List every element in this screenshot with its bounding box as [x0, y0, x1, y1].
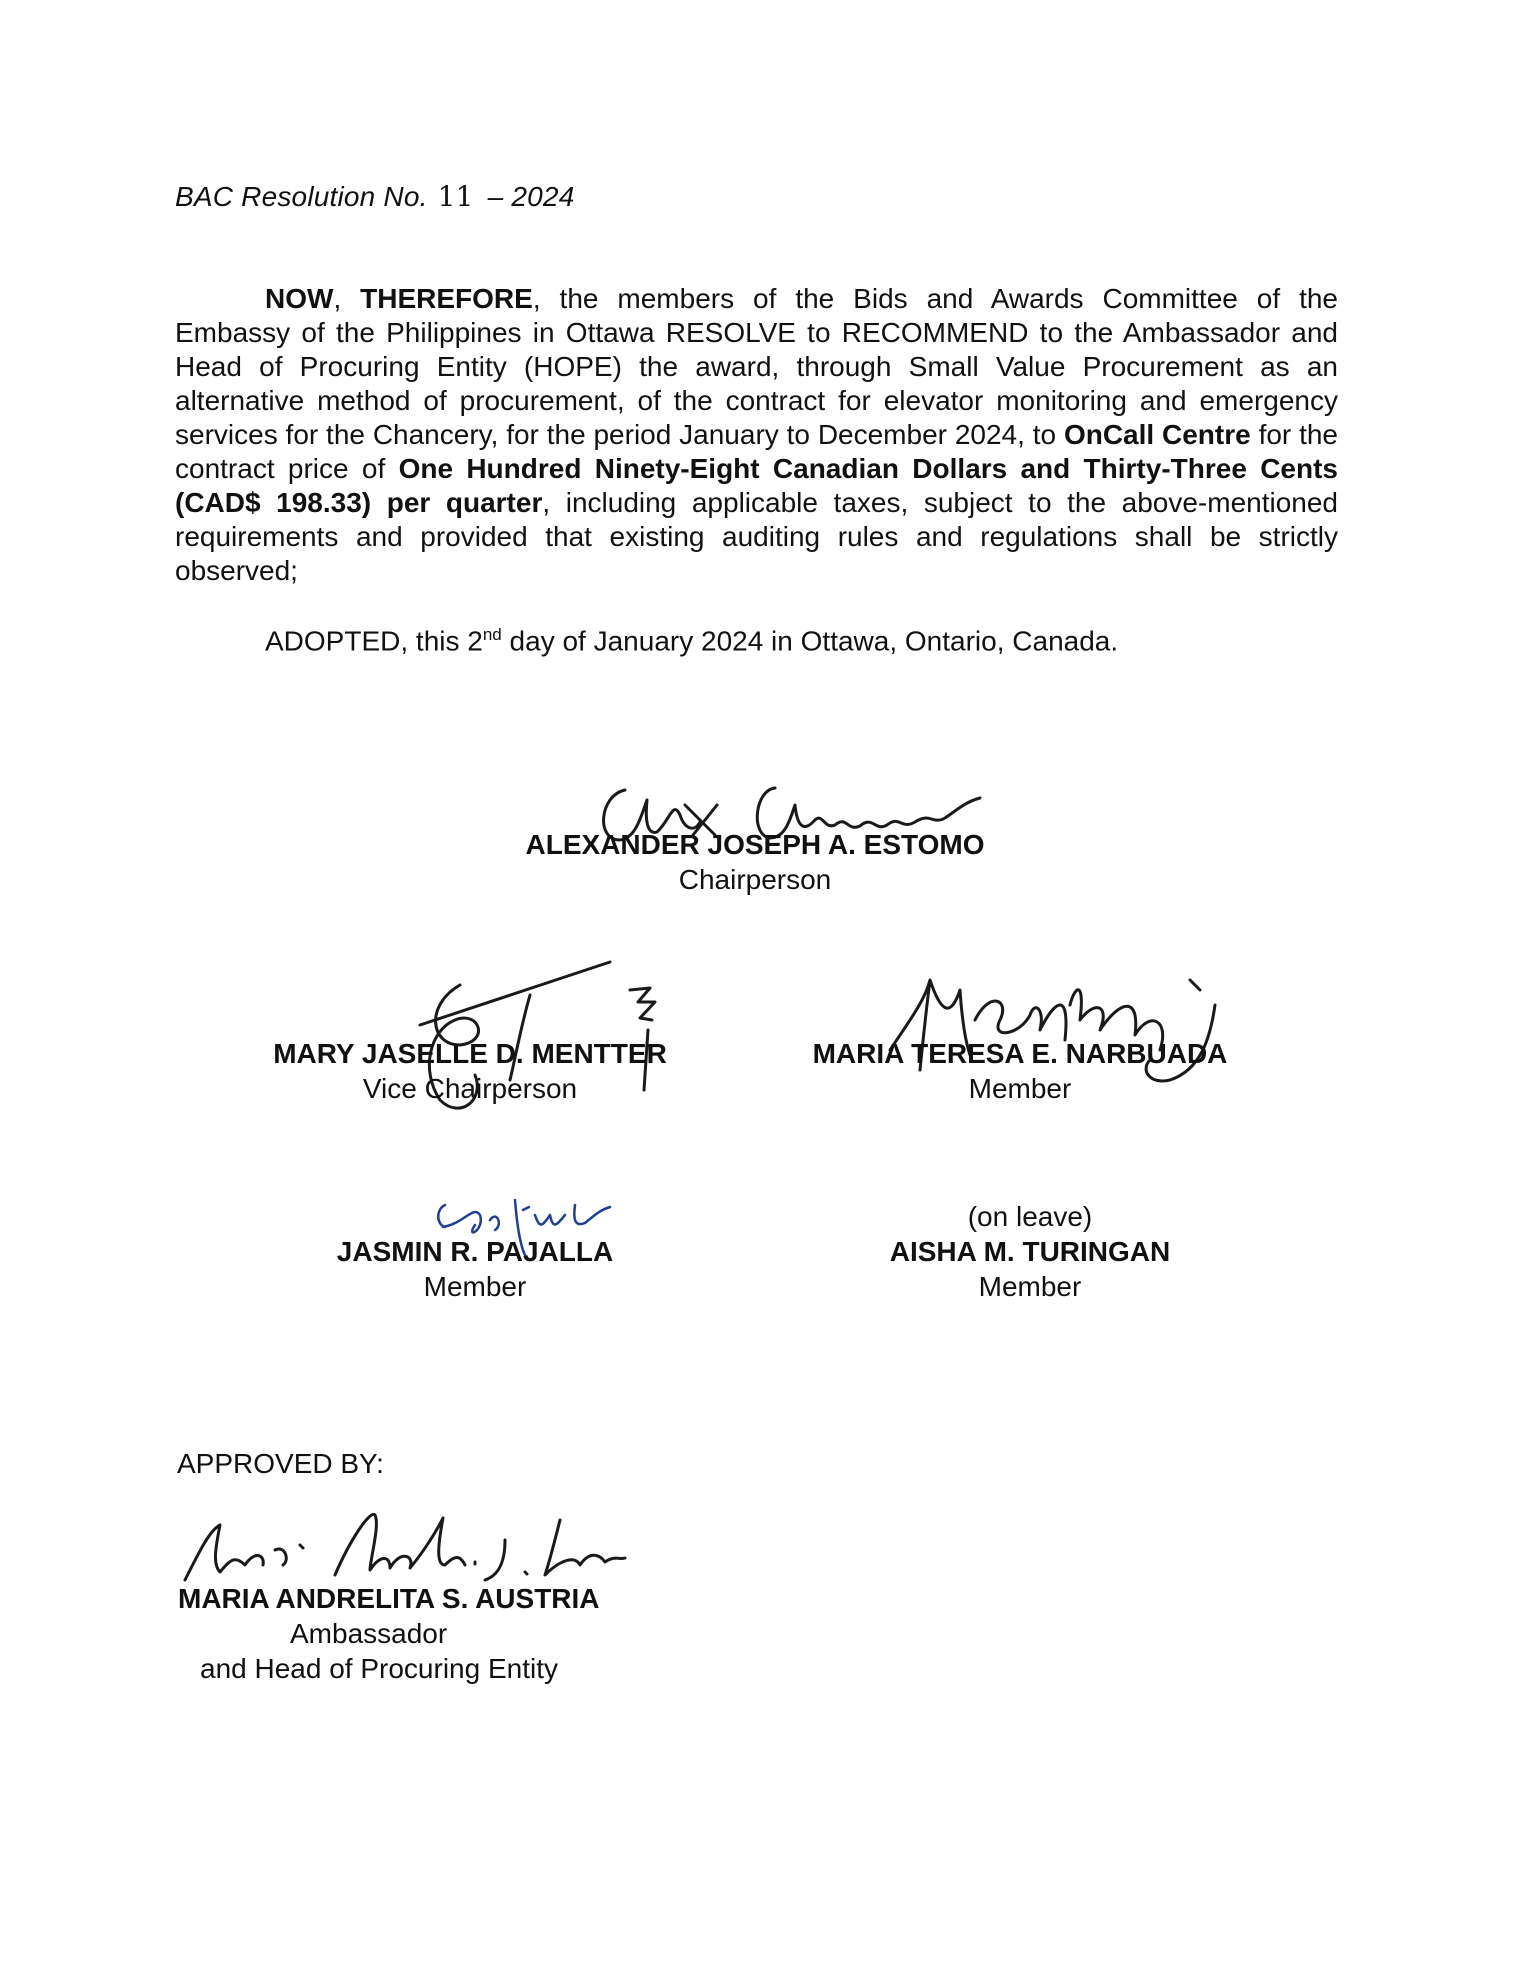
header-prefix: BAC Resolution No.	[175, 181, 428, 212]
vice-chair-role: Vice Chairperson	[362, 1073, 578, 1104]
resolution-number: 11	[437, 180, 474, 213]
header-year: – 2024	[487, 181, 575, 212]
vice-chair-name: MARY JASELLE D. MENTTER	[273, 1038, 667, 1069]
member2-signature-block	[250, 1234, 700, 1304]
ambassador-role: Ambassador	[290, 1618, 448, 1649]
member2-name: JASMIN R. PAJALLA	[336, 1236, 614, 1267]
ambassador-name: MARIA ANDRELITA S. AUSTRIA	[178, 1583, 600, 1614]
therefore-label: THEREFORE	[360, 283, 533, 314]
chair-name: ALEXANDER JOSEPH A. ESTOMO	[525, 829, 985, 860]
comma: ,	[333, 283, 342, 314]
member2-role: Member	[423, 1271, 527, 1302]
resolution-paragraph	[175, 282, 1338, 588]
member3-signature-block	[800, 1199, 1260, 1304]
adopted-suffix: day of January 2024 in Ottawa, Ontario, Canada.	[501, 625, 1119, 657]
resolution-text-2: for the contract price of	[175, 419, 1339, 484]
member1-role: Member	[968, 1073, 1072, 1104]
resolution-text-3: , including applicable taxes, subject to the above-mentioned requirements and provided that existing auditing rules and regulations shall be strictly observed;	[175, 487, 1338, 586]
adopted-ordinal: nd	[482, 625, 502, 644]
now-label: NOW	[265, 283, 334, 314]
chair-role: Chairperson	[678, 864, 832, 895]
vice-chair-signature-block	[240, 1036, 700, 1106]
adoption-line	[265, 625, 1118, 657]
contract-amount: One Hundred Ninety-Eight Canadian Dollars and Thirty-Three Cents (CAD$ 198.33) per quarter	[175, 453, 1338, 518]
approved-by-label: APPROVED BY:	[177, 1448, 384, 1479]
ambassador-role-2: and Head of Procuring Entity	[200, 1653, 558, 1684]
member1-name: MARIA TERESA E. NARBUADA	[812, 1038, 1228, 1069]
ambassador-signature	[175, 1500, 635, 1590]
chair-signature-block	[505, 827, 1005, 897]
resolution-text-1: , the members of the Bids and Awards Committee of the Embassy of the Philippines in Ottawa RESOLVE to RECOMMEND to the Ambassador and Head of Procuring Entity (HOPE) the award, through Small Value Procurement as an alternative method of procurement, of the contract for elevator monitoring and emergency services for the Chancery, for the period January to December 2024, to	[175, 283, 1338, 450]
member3-name: AISHA M. TURINGAN	[889, 1236, 1171, 1267]
adopted-prefix: ADOPTED, this 2	[265, 625, 483, 657]
member3-role: Member	[978, 1271, 1082, 1302]
resolution-header	[175, 180, 574, 213]
member1-signature-block	[790, 1036, 1250, 1106]
member3-note: (on leave)	[967, 1201, 1093, 1232]
approval-signature-block	[170, 1581, 650, 1686]
contractor-name: OnCall Centre	[1063, 419, 1251, 450]
